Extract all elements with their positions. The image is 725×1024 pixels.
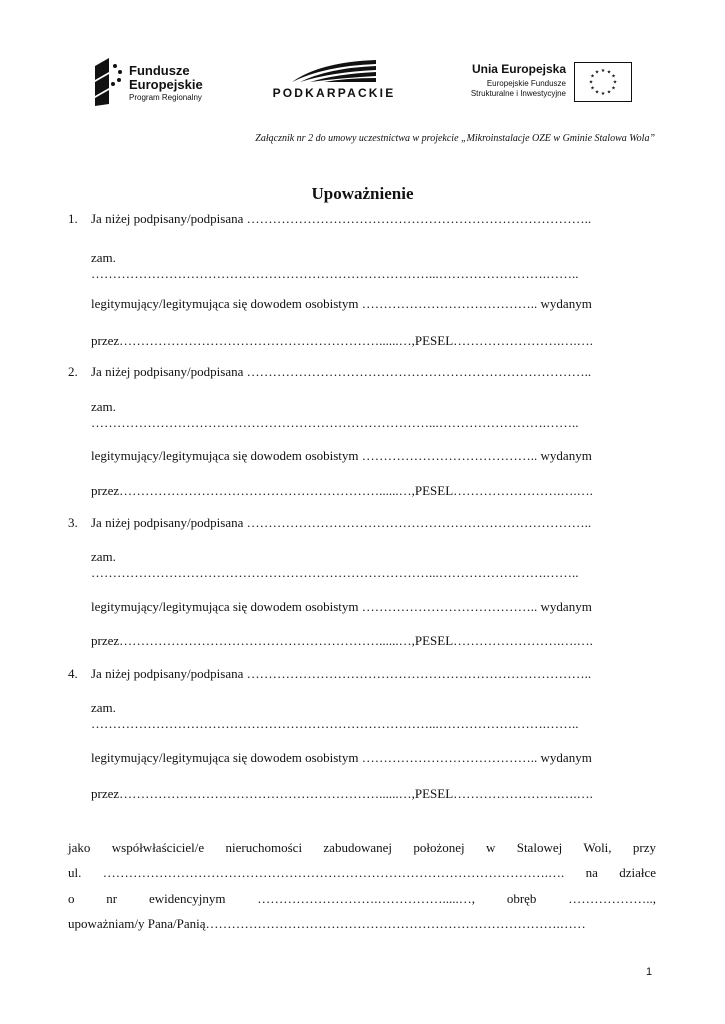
podkarpackie-logo-text: PODKARPACKIE <box>272 86 396 100</box>
address-label: zam. <box>91 700 116 715</box>
eu-flag-icon <box>574 62 632 102</box>
entry-number: 4. <box>68 666 78 681</box>
ue-logo-line3: Strukturalne i Inwestycyjne <box>470 89 566 98</box>
address-dots: ……………………………………………………………………...…………………….…….. <box>91 266 579 281</box>
address-label: zam. <box>91 399 116 414</box>
svg-text:★: ★ <box>612 79 618 86</box>
entry-number: 2. <box>68 364 78 379</box>
fe-star-flag-icon <box>95 58 123 106</box>
id-card-line: legitymujący/legitymująca się dowodem osobistym ………………………………….. wydanym <box>91 448 592 463</box>
closing-line-4: upoważniam/y Pana/Panią……………………………………………………………………….…… <box>68 916 586 931</box>
svg-text:★: ★ <box>594 89 600 96</box>
closing-line-3: o nr ewidencyjnym ……………………….…………….....…, obręb ……………….., <box>68 891 656 906</box>
id-card-line: legitymujący/legitymująca się dowodem osobistym ………………………………….. wydanym <box>91 296 592 311</box>
fundusze-europejskie-logo <box>95 58 235 106</box>
closing-line-1: jako współwłaściciel/e nieruchomości zabudowanej położonej w Stalowej Woli, przy <box>68 840 656 855</box>
document-title: Upoważnienie <box>311 184 414 203</box>
closing-line-2: ul. ………………………………………………………………………………………….…. na działce <box>68 865 656 880</box>
svg-text:★: ★ <box>590 73 595 80</box>
svg-text:★: ★ <box>600 91 606 97</box>
address-label: zam. <box>91 549 116 564</box>
annex-note: Załącznik nr 2 do umowy uczestnictwa w projekcie „Mikroinstalacje OZE w Gminie Stalowa Wola” <box>255 133 655 144</box>
podkarpackie-logo <box>270 58 398 102</box>
entry-number: 1. <box>68 211 78 226</box>
svg-text:★: ★ <box>588 79 594 86</box>
svg-text:★: ★ <box>606 89 612 96</box>
signer-line: Ja niżej podpisany/podpisana …………………………………………………………………….. <box>91 364 592 379</box>
address-dots: ……………………………………………………………………...…………………….…….. <box>91 716 579 731</box>
svg-text:★: ★ <box>611 85 616 92</box>
address-label: zam. <box>91 250 116 265</box>
svg-text:★: ★ <box>600 68 606 74</box>
fe-logo-line2: Europejskie <box>129 77 203 92</box>
svg-text:★: ★ <box>611 73 616 80</box>
entry-number: 3. <box>68 515 78 530</box>
fe-logo-line1: Fundusze <box>129 63 190 78</box>
issued-pesel-line: przez……………………………………………………......…,PESEL…………………….….…. <box>91 633 593 648</box>
id-card-line: legitymujący/legitymująca się dowodem osobistym ………………………………….. wydanym <box>91 599 592 614</box>
podkarpackie-mountain-icon <box>290 58 378 84</box>
issued-pesel-line: przez……………………………………………………......…,PESEL…………………….….…. <box>91 333 593 348</box>
address-dots: ……………………………………………………………………...…………………….…….. <box>91 565 579 580</box>
unia-europejska-logo <box>460 62 632 106</box>
issued-pesel-line: przez……………………………………………………......…,PESEL…………………….….…. <box>91 786 593 801</box>
svg-text:★: ★ <box>594 69 600 76</box>
signer-line: Ja niżej podpisany/podpisana …………………………………………………………………….. <box>91 666 592 681</box>
id-card-line: legitymujący/legitymująca się dowodem osobistym ………………………………….. wydanym <box>91 750 592 765</box>
signer-line: Ja niżej podpisany/podpisana …………………………………………………………………….. <box>91 211 592 226</box>
page-number: 1 <box>646 966 653 978</box>
svg-text:★: ★ <box>590 85 595 92</box>
fe-logo-line3: Program Regionalny <box>129 93 202 102</box>
ue-logo-line1: Unia Europejska <box>471 62 566 76</box>
address-dots: ……………………………………………………………………...…………………….…….. <box>91 415 579 430</box>
ue-logo-line2: Europejskie Fundusze <box>486 79 566 88</box>
svg-text:★: ★ <box>606 69 612 76</box>
issued-pesel-line: przez……………………………………………………......…,PESEL…………………….….…. <box>91 483 593 498</box>
signer-line: Ja niżej podpisany/podpisana …………………………………………………………………….. <box>91 515 592 530</box>
